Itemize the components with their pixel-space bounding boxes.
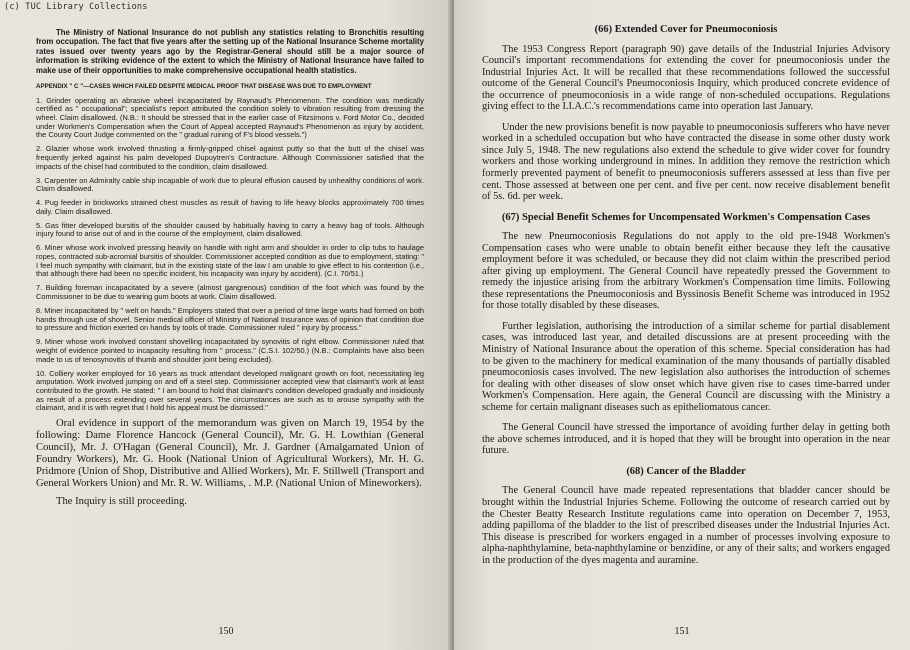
intro-paragraph: The Ministry of National Insurance do not publish any statistics relating to Bronchitis resulting from occupation. The fact that five years after the setting up of the National Insurance Scheme mortality rates issued over twenty years ago by the Registrar-General should still be a major source of information is striking evidence of the extent to which the Ministry of National Insurance have failed to make use of their opportunities to make comprehensive occupational health statistics. bbox=[36, 28, 424, 75]
case-item: 8. Miner incapacitated by " welt on hands." Employers stated that over a period of time large warts had formed on both hands through use of shovel. Senior medical officer of Ministry of National Insurance was of opinion that condition due to pressure and friction exerted on hands by tools of trade. Commissioner ruled " injury by process." bbox=[36, 305, 424, 333]
page-number-right: 151 bbox=[674, 626, 690, 637]
appendix-heading: APPENDIX " C "—CASES WHICH FAILED DESPITE MEDICAL PROOF THAT DISEASE WAS DUE TO EMPLOYMENT bbox=[36, 83, 372, 91]
section-68-paragraph: The General Council have made repeated representations that bladder cancer should be brought within the Industrial Injuries Scheme. Following the outcome of research carried out by the Chester Beatty Research Institute regulations came into operation on December 7, 1953, adding papilloma of the bladder to the list of prescribed diseases under the Industrial Injuries Act. This disease is prescribed for workers engaged in a number of processes involving exposure to alpha-naphthylamine, beta-naphthylamine or benzidine, or any of their salts; and workers engaged in the production of the dyes magenta and auramine. bbox=[482, 485, 890, 566]
section-66-paragraph: Under the new provisions benefit is now payable to pneumoconiosis sufferers who have never worked in a scheduled occupation but who have contracted the disease in some other dusty work since July 5, 1948. The new regulations also extend the schedule to give wider cover for foundry workers and those working underground in mines. In addition they remove the restriction which formerly prevented payment of benefit to pneumoconiosis sufferers assessed at less than five per cent. Those assessed at between one per cent. and five per cent. now receive disablement benefit of 5s. 6d. per week. bbox=[482, 121, 890, 203]
section-67-paragraph: Further legislation, authorising the introduction of a similar scheme for partial disablement cases, was introduced last year, and detailed discussions are at present proceeding with the Ministry of National Insurance about the operation of this scheme. Special consideration has had to be given to the machinery for medical examination of the many thousands of partially disabled pneumoconiosis cases involved. The new legislation also authorises the introduction of schemes for dealing with other diseases of slow onset which have given rise to cases time-barred under Workmen's Compensation. Here again, the General Council are discussing with the Ministry a scheme for certain malignant diseases such as epitheliomatous cancer. bbox=[482, 320, 890, 413]
page-number-left: 150 bbox=[218, 626, 234, 637]
right-page bbox=[454, 0, 910, 650]
left-page bbox=[0, 0, 452, 650]
section-67-paragraph: The General Council have stressed the importance of avoiding further delay in getting both the above schemes introduced, and it is hoped that they will be brought into operation in the near future. bbox=[482, 422, 890, 457]
case-item: 7. Building foreman incapacitated by a severe (almost gangrenous) condition of the foot which was found by the Commissioner to be due to wearing gum boots at work. Claim disallowed. bbox=[36, 283, 424, 302]
inquiry-status: The Inquiry is still proceeding. bbox=[56, 496, 187, 508]
oral-evidence-paragraph: Oral evidence in support of the memorandum was given on March 19, 1954 by the following: Dame Florence Hancock (General Council), Mr. G. H. Lowthian (General Council), Mr. J. O'Hagan (General Council), Mr. J. Gardner (Amalgamated Union of Foundry Workers), Mr. G. Hook (National Union of Agricultural Workers), Mr. H. G. Pridmore (Union of Shop, Distributive and Allied Workers), Mr. F. Stillwell (Transport and General Workers Union) and Mr. R. W. Williams, . M.P. (National Union of Mineworkers). bbox=[36, 418, 424, 490]
case-item: 2. Glazier whose work involved thrusting a firmly-gripped chisel against putty so that the butt of the chisel was frequently jerked against his palm developed Dupuytren's Contracture. Although Commissioner satisfied that the impacts of the chisel had contributed to the condition, claim disallowed. bbox=[36, 144, 424, 171]
section-68-heading: (68) Cancer of the Bladder bbox=[626, 465, 746, 477]
section-67-paragraph: The new Pneumoconiosis Regulations do not apply to the old pre-1948 Workmen's Compensation cases who were unable to obtain benefit either because they left the causative employment before it was scheduled, or because they did not claim within the prescribed period after giving up employment. The General Council have repeatedly pressed the Government to remedy the injustice arising from the arbitrary Workmen's Compensation time limits. Following these representations the Pneumoconiosis and Byssinosis Benefit Scheme was introduced in 1952 for those totally disabled by these diseases. bbox=[482, 231, 890, 312]
section-66-heading: (66) Extended Cover for Pneumoconiosis bbox=[594, 24, 778, 35]
case-item: 10. Colliery worker employed for 16 years as truck attendant developed malignant growth on foot, necessitating leg amputation. Work involved jumping on and off a steel step. Commissioner accepted view that claimant's work at least contributed to the growth. He stated: " I am bound to hold that claimant's condition developed gradually and insidiously as result of a process extending over several years. The circumstances are such as to arouse sympathy with the claimant, and it is with regret that I hold his appeal must be dismissed." bbox=[36, 368, 424, 413]
case-item: 5. Gas fitter developed bursitis of the shoulder caused by habitually having to carry a heavy bag of tools. Although injury found to arise out of and in the course of the employment, claim disallowed. bbox=[36, 220, 424, 239]
watermark: (c) TUC Library Collections bbox=[4, 2, 148, 12]
section-66-paragraph: The 1953 Congress Report (paragraph 90) gave details of the Industrial Injuries Advisory Council's important recommendations for extending the cover for pneumoconiosis under the Industrial Injuries Act. It will be recalled that these recommendations followed the successful outcome of the General Council's Pneumoconiosis Inquiry, which produced concrete evidence of the occurrence of pneumoconiosis in a wide range of non-scheduled occupations. Regulations giving effect to the I.I.A.C.'s recommendations came into operation last January. bbox=[482, 43, 890, 113]
case-list bbox=[36, 97, 424, 413]
case-item: 6. Miner whose work involved pressing heavily on handle with right arm and shoulder in order to clip tubs to haulage ropes, contracted sub-acromial bursitis of shoulder. Commissioner accepted condition as due to employment, stating: " I feel much sympathy with claimant, but in the existing state of the law I am unable to give effect to his contention (i.e., that although there had been no specific incident, his incapacity was injury by accident). (C.I. 70/51.) bbox=[36, 243, 424, 279]
case-item: 9. Miner whose work involved constant shovelling incapacitated by synovitis of right elbow. Commissioner ruled that weight of evidence pointed to incapacity resulting from " process." (C.S.I. 102/50.) (N.B.: Complaints have also been made to us of tenosynovitis of thumb and shoulder joint being excluded). bbox=[36, 337, 424, 364]
case-item: 4. Pug feeder in brickworks strained chest muscles as result of having to life heavy blocks approximately 700 times daily. Claim disallowed. bbox=[36, 198, 424, 216]
case-item: 1. Grinder operating an abrasive wheel incapacitated by Raynaud's Phenomenon. The condition was medically certified as " occupational"; specialist's report attributed the condition solely to vibration resulting from dressing the wheel. Claim disallowed. (N.B.: It should be stressed that in the earlier case of Fitzsimons v. Ford Motor Co., decided under Workmen's Compensation when the Court of Appeal accepted Raynaud's Phenomenon as injury by accident, the County Court Judge commented on the " gradual ruining of F's blood vessels.") bbox=[36, 95, 424, 140]
case-item: 3. Carpenter on Admiralty cable ship incapable of work due to pleural effusion caused by unhealthy conditions of work. Claim disallowed. bbox=[36, 175, 424, 194]
section-67-heading: (67) Special Benefit Schemes for Uncompensated Workmen's Compensation Cases bbox=[501, 211, 871, 223]
